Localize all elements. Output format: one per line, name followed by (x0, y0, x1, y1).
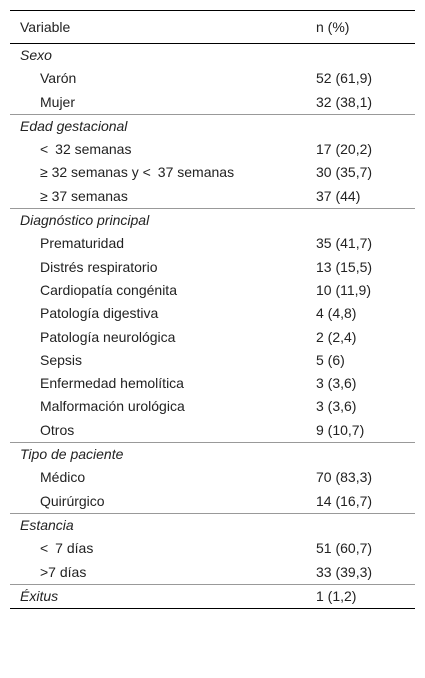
row-label: Enfermedad hemolítica (40, 375, 184, 392)
row-label: Distrés respiratorio (40, 258, 158, 275)
table-row (10, 232, 415, 255)
table-row (10, 256, 415, 279)
row-value: 13 (15,5) (316, 258, 373, 275)
exitus-row (10, 585, 415, 608)
table-header-row (10, 11, 415, 43)
row-value: 52 (61,9) (316, 70, 373, 87)
row-label: ≥ 37 semanas (40, 187, 128, 204)
row-label: Mujer (40, 93, 76, 110)
table-row (10, 349, 415, 372)
row-value: 14 (16,7) (316, 492, 373, 509)
section-title: Edad gestacional (20, 117, 128, 134)
table-row (10, 185, 415, 208)
row-label: Sepsis (40, 351, 83, 368)
row-label: Varón (40, 70, 77, 87)
row-label: Cardiopatía congénita (40, 281, 177, 298)
row-value: 51 (60,7) (316, 540, 373, 557)
row-value: 17 (20,2) (316, 141, 373, 158)
row-value: 37 (44) (316, 187, 361, 204)
row-label: Patología digestiva (40, 305, 159, 322)
table-row (10, 419, 415, 442)
row-label: Otros (40, 421, 75, 438)
row-value: 32 (38,1) (316, 93, 373, 110)
row-label: < 32 semanas (40, 141, 132, 158)
row-value: 4 (4,8) (316, 305, 357, 322)
row-label: Médico (40, 469, 86, 486)
section-title: Tipo de paciente (20, 446, 124, 463)
row-label: Prematuridad (40, 235, 125, 252)
table-row (10, 490, 415, 513)
table-row (10, 91, 415, 114)
table-row (10, 561, 415, 584)
section-title: Sexo (20, 47, 52, 63)
row-value: 35 (41,7) (316, 235, 373, 252)
table-row (10, 395, 415, 418)
table-row (10, 537, 415, 560)
table-body (10, 44, 415, 585)
row-value: 3 (3,6) (316, 398, 357, 415)
table-row (10, 138, 415, 161)
section-title-row (10, 209, 415, 232)
table-row (10, 326, 415, 349)
row-value: 2 (2,4) (316, 328, 357, 345)
header-variable: Variable (20, 19, 71, 35)
section-title-row (10, 443, 415, 466)
row-value: 3 (3,6) (316, 375, 357, 392)
row-value: 30 (35,7) (316, 164, 373, 181)
data-table (10, 10, 415, 609)
table-row (10, 161, 415, 184)
row-label: < 7 días (40, 540, 94, 557)
row-value: 33 (39,3) (316, 563, 373, 580)
section-title-row (10, 44, 415, 67)
exitus-label: Éxitus (20, 587, 59, 604)
table-row (10, 372, 415, 395)
table-bottom-rule (10, 608, 415, 609)
section-title: Estancia (20, 516, 74, 533)
header-n-percent: n (%) (316, 19, 350, 35)
table-row (10, 67, 415, 90)
section-title-row (10, 115, 415, 138)
row-value: 10 (11,9) (316, 281, 371, 298)
row-label: >7 días (40, 563, 87, 580)
exitus-value: 1 (1,2) (316, 587, 357, 604)
row-value: 9 (10,7) (316, 421, 365, 438)
table-row (10, 279, 415, 302)
row-label: Patología neurológica (40, 328, 176, 345)
section-title-row (10, 514, 415, 537)
row-label: ≥ 32 semanas y < 37 semanas (40, 164, 235, 181)
row-label: Malformación urológica (40, 398, 185, 415)
row-value: 5 (6) (316, 351, 345, 368)
table-row (10, 302, 415, 325)
row-value: 70 (83,3) (316, 469, 373, 486)
row-label: Quirúrgico (40, 492, 105, 509)
section-title: Diagnóstico principal (20, 212, 150, 229)
table-row (10, 466, 415, 489)
